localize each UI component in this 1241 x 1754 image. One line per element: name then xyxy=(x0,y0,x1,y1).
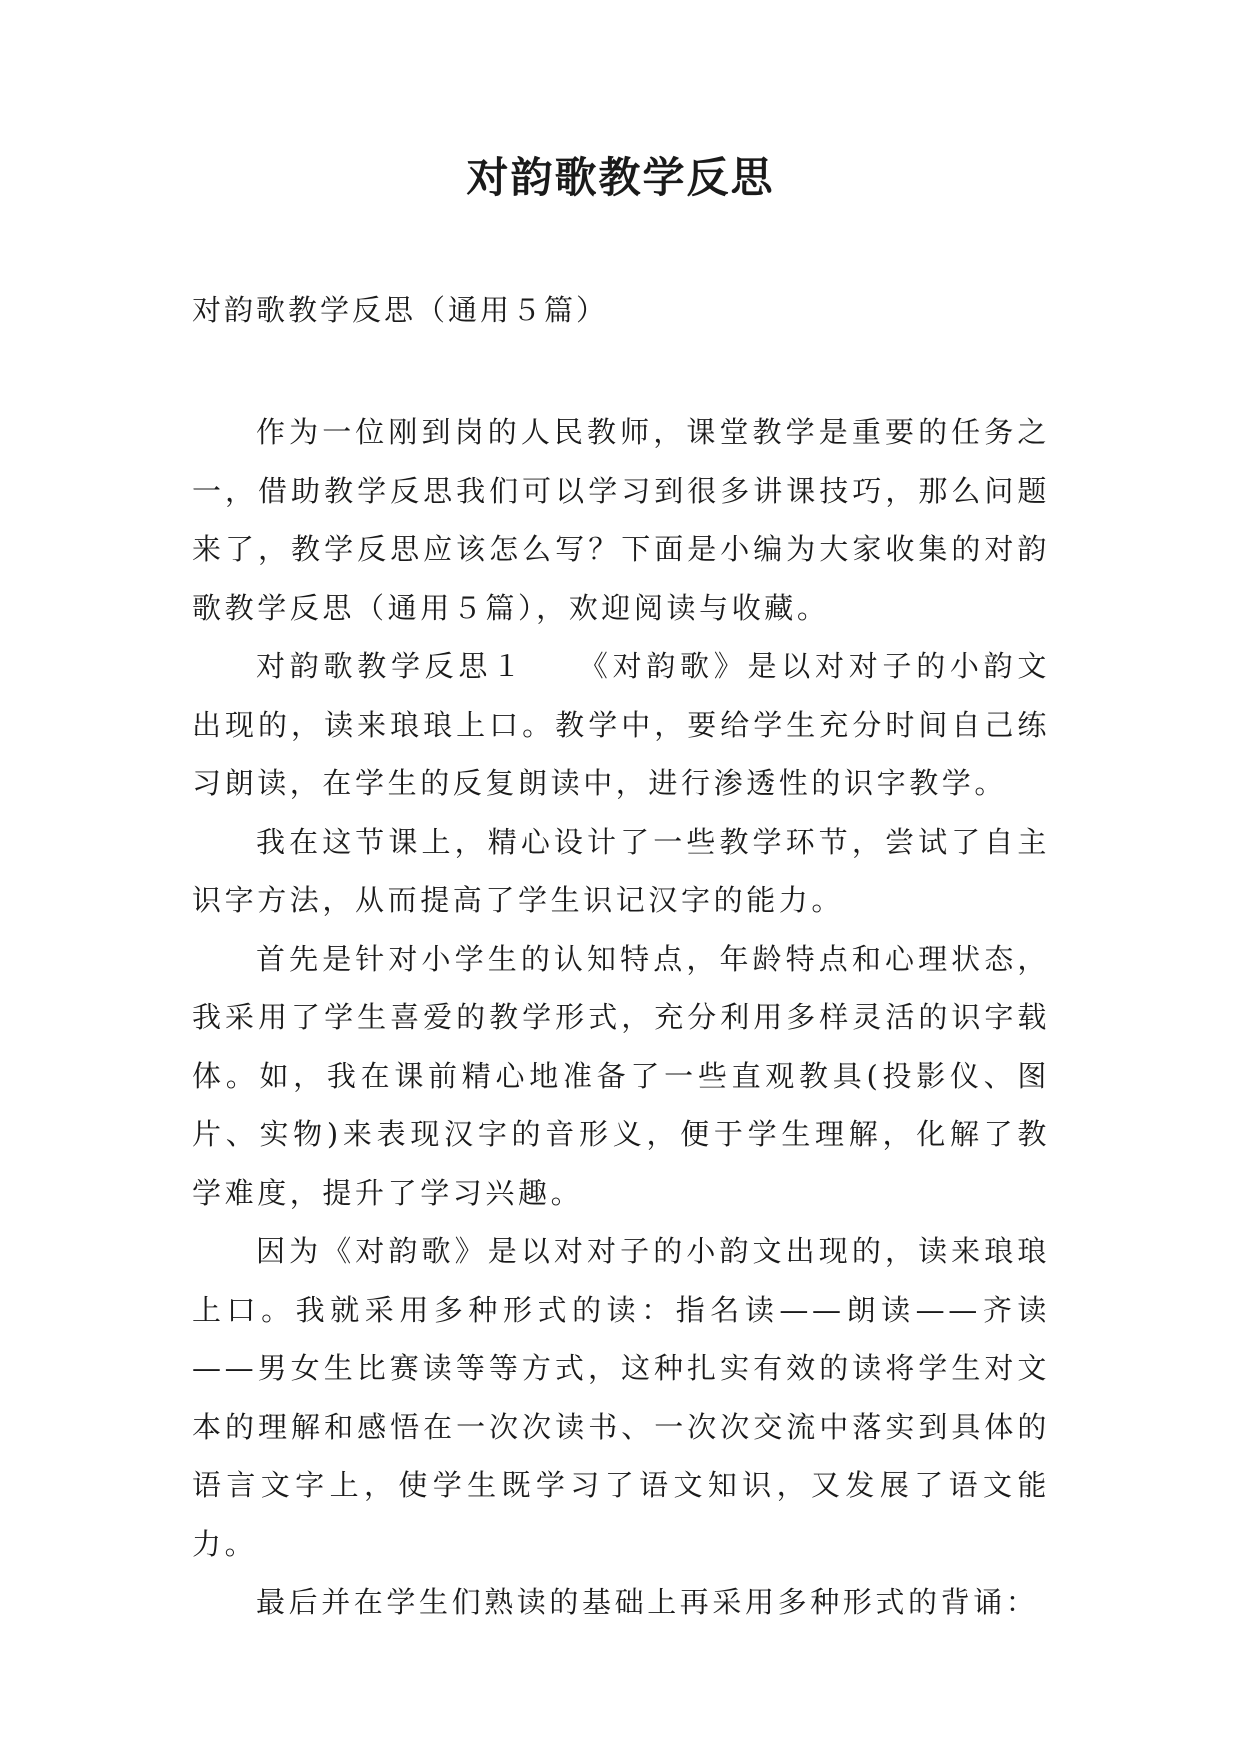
paragraph: 首先是针对小学生的认知特点，年龄特点和心理状态，我采用了学生喜爱的教学形式，充分利用多样灵活的识字载体。如，我在课前精心地准备了一些直观教具(投影仪、图片、实物)来表现汉字的音形义，便于学生理解，化解了教学难度，提升了学习兴趣。 xyxy=(192,941,1050,1210)
paragraph: 作为一位刚到岗的人民教师，课堂教学是重要的任务之一，借助教学反思我们可以学习到很多讲课技巧，那么问题来了，教学反思应该怎么写？下面是小编为大家收集的对韵歌教学反思（通用５篇），欢迎阅读与收藏。 xyxy=(192,415,1050,625)
paragraph: 对韵歌教学反思１ 《对韵歌》是以对对子的小韵文出现的，读来琅琅上口。教学中，要给学生充分时间自己练习朗读，在学生的反复朗读中，进行渗透性的识字教学。 xyxy=(192,649,1050,800)
document-title: 对韵歌教学反思 xyxy=(466,153,775,202)
paragraph: 最后并在学生们熟读的基础上再采用多种形式的背诵： xyxy=(256,1585,1039,1619)
document-body xyxy=(192,403,1050,1632)
document-subtitle: 对韵歌教学反思（通用５篇） xyxy=(192,293,609,327)
paragraph: 我在这节课上，精心设计了一些教学环节，尝试了自主识字方法，从而提高了学生识记汉字的能力。 xyxy=(192,824,1050,917)
paragraph: 因为《对韵歌》是以对对子的小韵文出现的，读来琅琅上口。我就采用多种形式的读：指名读——朗读——齐读——男女生比赛读等等方式，这种扎实有效的读将学生对文本的理解和感悟在一次次读书、一次次交流中落实到具体的语言文字上，使学生既学习了语文知识，又发展了语文能力。 xyxy=(192,1234,1050,1561)
